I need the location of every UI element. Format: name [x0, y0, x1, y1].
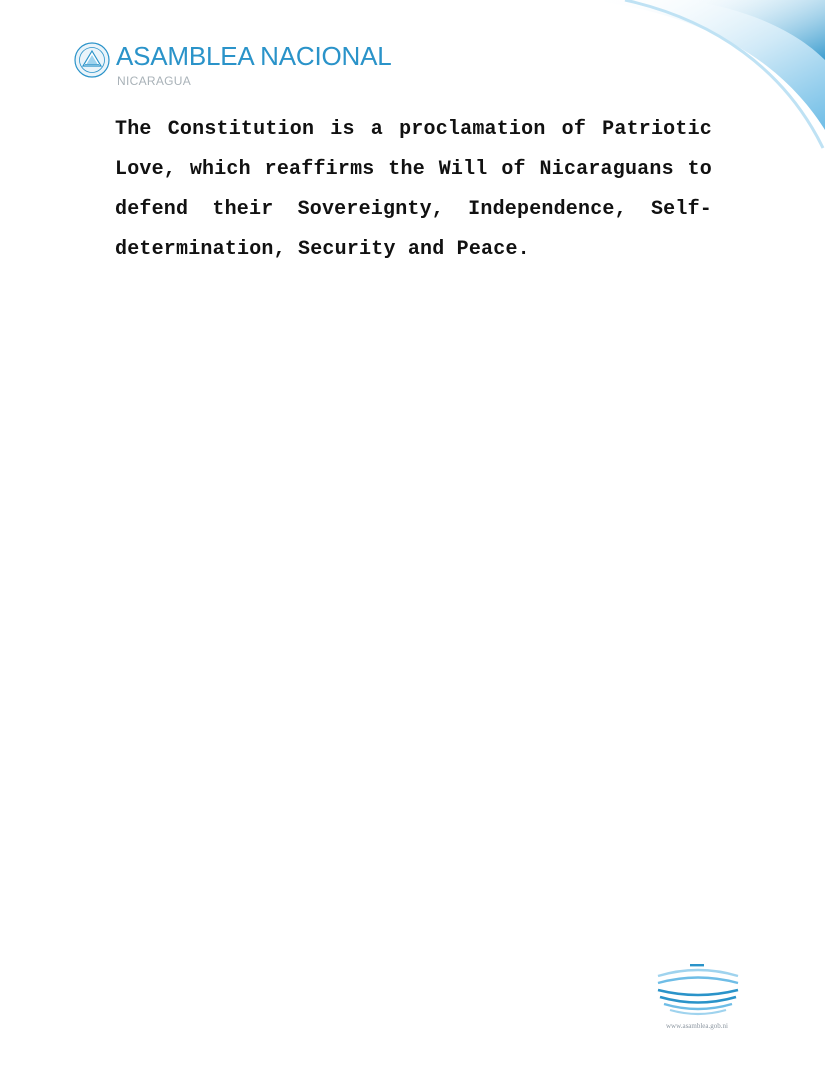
footer-website-url: www.asamblea.gob.ni	[666, 1022, 728, 1030]
organization-country: NICARAGUA	[117, 74, 192, 88]
letterhead	[74, 40, 414, 92]
organization-name: ASAMBLEA NACIONAL	[116, 41, 392, 71]
body-paragraph: The Constitution is a proclamation of Patriotic Love, which reaffirms the Will of Nicaraguans to defend their Sovereignty, Independence, Self-determination, Security and Peace.	[115, 118, 712, 261]
parliament-arcs-logo-icon	[654, 962, 742, 1020]
coat-of-arms-seal-icon	[74, 42, 110, 78]
